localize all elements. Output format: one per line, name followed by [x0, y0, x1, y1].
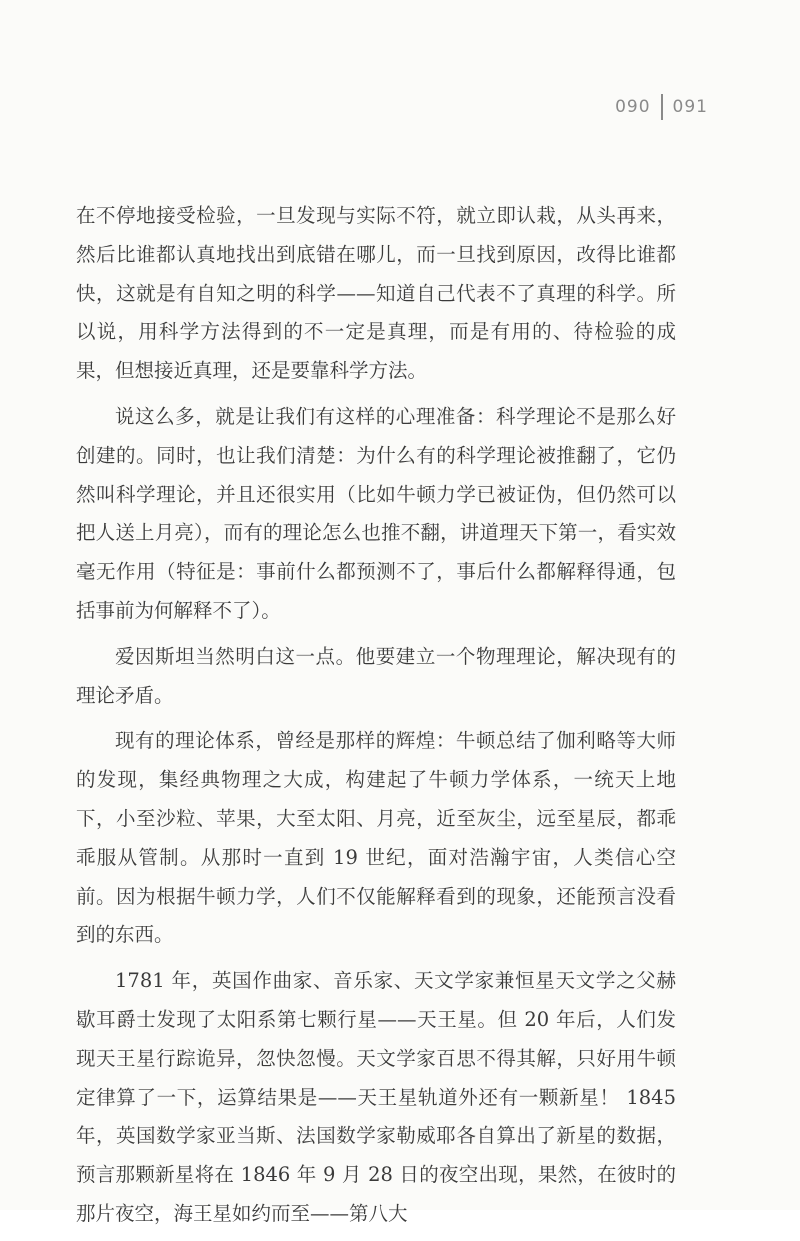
paragraph: 1781 年，英国作曲家、音乐家、天文学家兼恒星天文学之父赫歇耳爵士发现了太阳系第七颗行星——天王星。但 20 年后，人们发现天王星行踪诡异，忽快忽慢。天文学家百思不得其解，只好用牛顿定律算了一下，运算结果是——天王星轨道外还有一颗新星！ 1845 年，英国数学家亚当斯、法国数学家勒威耶各自算出了新星的数据，预言那颗新星将在 1846 年 9 月 28 日的夜空出现，果然，在彼时的那片夜空，海王星如约而至——第八大 [76, 969, 676, 1225]
paragraph: 现有的理论体系，曾经是那样的辉煌：牛顿总结了伽利略等大师的发现，集经典物理之大成，构建起了牛顿力学体系，一统天上地下，小至沙粒、苹果，大至太阳、月亮，近至灰尘，远至星辰，都乖乖服从管制。从那时一直到 19 世纪，面对浩瀚宇宙，人类信心空前。因为根据牛顿力学，人们不仅能解释看到的现象，还能预言没看到的东西。 [76, 729, 676, 947]
page-numbers [615, 94, 708, 120]
body-text [76, 197, 676, 1241]
page-number-divider [661, 94, 663, 120]
paragraph: 说这么多，就是让我们有这样的心理准备：科学理论不是那么好创建的。同时，也让我们清楚：为什么有的科学理论被推翻了，它仍然叫科学理论，并且还很实用（比如牛顿力学已被证伪，但仍然可以把人送上月亮），而有的理论怎么也推不翻，讲道理天下第一，看实效毫无作用（特征是：事前什么都预测不了，事后什么都解释得通，包括事前为何解释不了）。 [76, 404, 676, 622]
paragraph-continued: 在不停地接受检验，一旦发现与实际不符，就立即认栽，从头再来，然后比谁都认真地找出到底错在哪儿，而一旦找到原因，改得比谁都快，这就是有自知之明的科学——知道自己代表不了真理的科学。所以说，用科学方法得到的不一定是真理，而是有用的、待检验的成果，但想接近真理，还是要靠科学方法。 [76, 204, 676, 383]
left-page-number: 090 [615, 97, 651, 117]
right-page-number: 091 [672, 97, 708, 117]
paragraph: 爱因斯坦当然明白这一点。他要建立一个物理理论，解决现有的理论矛盾。 [76, 644, 676, 707]
